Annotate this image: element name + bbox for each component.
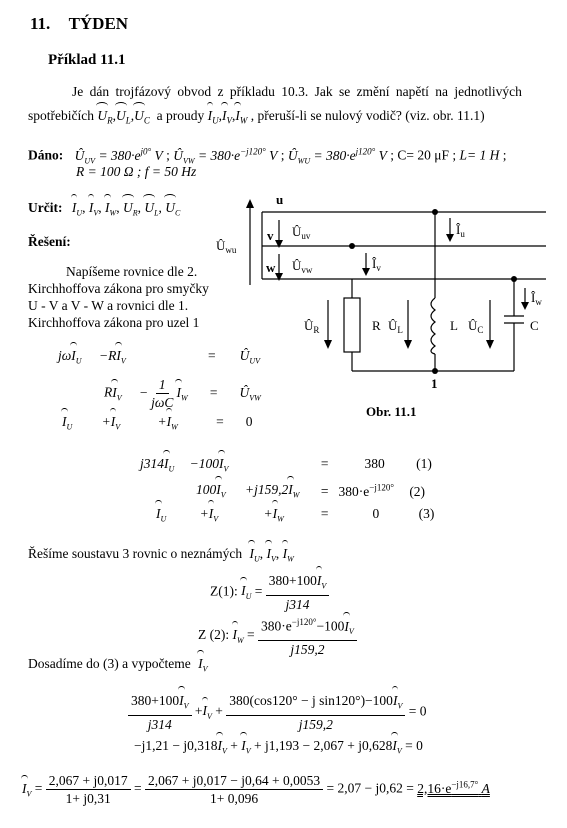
node-1 (432, 368, 438, 374)
l-label: L (450, 318, 458, 333)
kirchhoff-eq-2: $RI_V$ − $\frac{1}{\text{jωC}}$ $I_W$ = $Û_{VW}$ (104, 377, 261, 410)
inductor (431, 298, 435, 354)
solution-text-1: Napíšeme rovnice dle 2. (66, 264, 198, 279)
given-c: C= 20 μF (397, 147, 449, 163)
i-v-label: $Î_v$ (372, 256, 381, 273)
node-v (349, 243, 355, 249)
example-title: Příklad 11.1 (48, 52, 126, 68)
intro-line-2: spotřebičích $U_R,U_L,U_C$ a proudy $I_U,I_V,I_W$ , přeruší-li se nulový vodič? (viz. obr. 11.1) (28, 108, 485, 126)
wire-v-label: v (267, 228, 274, 243)
given-u-uv: $Û_{UV} = 380\cdot e^{j0^\circ}$ V (74, 146, 163, 166)
z2-equation: Z (2): $I_W$ = $\frac{380\cdot e^{-j120^\circ}-100I_V}{j159,2}$ (198, 614, 357, 658)
u-r-label: $Û_R$ (304, 318, 320, 335)
substitute-line-1: $\frac{380+100I_V}{j314}$ $+I_V$ + $\frac{380(\cos 120^\circ - j \sin 120^\circ)-100I_V}{j159,2}$ = 0 (128, 692, 426, 733)
system-eq-1-rhs: = 380 (1) (320, 456, 432, 471)
given-line-2: R = 100 Ω ; f = 50 Hz (76, 164, 197, 179)
final-result: $2,16\cdot e^{-j16,7^\circ}$ A (417, 779, 490, 796)
resistor (344, 298, 360, 352)
substitute-line-2: $-j1,21 - j0,318I_V + I_V + j1,193 - 2,067 + j0,628I_V = 0$ (134, 738, 423, 756)
u-wu-label: $Û_{wu}$ (216, 238, 237, 255)
intro-line-1: Je dán trojfázový obvod z příkladu 10.3. Jak se změní napětí na jednotlivých (72, 84, 522, 99)
kirchhoff-eq-1: $j\omega I_U -RI_V$ = $Û_{UV}$ (58, 348, 260, 366)
kirchhoff-eq-3: $I_U +I_V +I_W = 0$ (62, 414, 253, 432)
i-u-label: $Î_u$ (456, 222, 465, 239)
given-u-wu: $Û_{WU} = 380\cdot e^{j120^\circ}$ V (287, 146, 387, 166)
system-eq-2-rhs: = $380\cdot e^{-j120^\circ}$ (2) (320, 482, 426, 499)
c-label: C (530, 318, 539, 333)
u-c-label: $Û_C$ (468, 318, 484, 335)
figure-caption: Obr. 11.1 (366, 404, 417, 419)
solve-text: Řešíme soustavu 3 rovnic o neznámých $I_U$, $I_V$, $I_W$ (28, 546, 294, 564)
solution-label: Řešení: (28, 234, 71, 249)
solution-text-4: Kirchhoffova zákona pro uzel 1 (28, 315, 200, 330)
wire-w-label: w (266, 260, 276, 275)
given-f: f = 50 Hz (144, 164, 197, 179)
i-w-label: $Î_w$ (531, 290, 542, 307)
u-uv-label: $Û_{uv}$ (292, 224, 311, 241)
given-l: L= 1 H (459, 147, 500, 163)
system-eq-2: $100I_V +j159,2I_W$ (196, 482, 300, 500)
system-eq-3-rhs: = 0 (3) (320, 506, 435, 521)
system-eq-1: $j314I_U -100I_V$ (140, 456, 229, 474)
z1-equation: Z(1): $I_U$ = $\frac{380+100I_V}{j314}$ (210, 572, 329, 613)
node-u (432, 209, 438, 215)
wire-u-label: u (276, 192, 284, 207)
solution-text-3: U - V a V - W a rovnici dle 1. (28, 298, 189, 313)
given-u-vw: $Û_{VW} = 380\cdot e^{-j120^\circ}$ V (173, 146, 278, 166)
system-eq-3: $I_U +I_V +I_W$ (156, 506, 284, 524)
given-r: R = 100 Ω (76, 164, 134, 179)
given-line-1: Dáno: $Û_{UV} = 380\cdot e^{j0^\circ}$ V ; $Û_{VW} = 380\cdot e^{-j120^\circ}$ V ; $Û_{WU} = 380\cdot e^{j120^\circ}$ V ; C= 20 μF ; L= 1 H ; (28, 146, 507, 166)
chapter-number: 11. (30, 14, 51, 33)
u-vw-label: $Û_{vw}$ (292, 258, 313, 275)
node-w (511, 276, 517, 282)
result-line: $I_V$ = $\frac{2,067 + j0,017}{1+ j0,31}$ = $\frac{2,067 + j0,017 - j0,64 + 0,0053}{1+ 0,096}$ = $2,07 - j0,62 = 2,16\cdot e^{-j16,7^\circ}$ A (22, 773, 490, 806)
solution-text-2: Kirchhoffova zákona pro smyčky (28, 281, 209, 296)
chapter-title: TÝDEN (68, 14, 129, 33)
determine-line: Určit: $I_U$, $I_V$, $I_W$, $U_R$, $U_L$, $U_C$ (28, 200, 181, 218)
r-label: R (372, 318, 381, 333)
node-1-label: 1 (431, 376, 438, 391)
substitute-text: Dosadíme do (3) a vypočteme $I_V$ (28, 656, 208, 674)
u-l-label: $Û_L$ (388, 318, 403, 335)
